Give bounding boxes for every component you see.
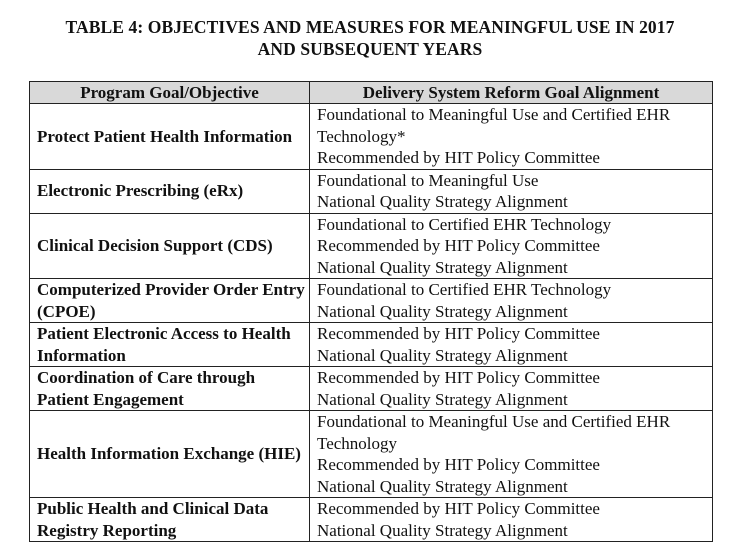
caption-line-1: TABLE 4: OBJECTIVES AND MEASURES FOR MEANINGFUL USE IN 2017	[65, 17, 675, 37]
alignment-line: National Quality Strategy Alignment	[317, 389, 568, 409]
alignment-line: Technology	[317, 433, 398, 453]
table-caption	[0, 16, 740, 60]
goal-cell: Computerized Provider Order Entry (CPOE)	[30, 279, 310, 323]
alignment-cell	[310, 323, 713, 367]
alignment-cell	[310, 279, 713, 323]
alignment-line: Recommended by HIT Policy Committee	[317, 455, 600, 474]
table-row	[30, 498, 713, 542]
table-row	[30, 279, 713, 323]
goal-cell: Health Information Exchange (HIE)	[30, 411, 310, 498]
table-row	[30, 213, 713, 279]
alignment-line: Foundational to Meaningful Use and Certified EHR	[317, 412, 671, 431]
alignment-line: Foundational to Meaningful Use and Certified EHR	[317, 105, 671, 124]
goal-cell: Public Health and Clinical Data Registry Reporting	[30, 498, 310, 542]
table-row	[30, 169, 713, 213]
goal-cell: Protect Patient Health Information	[30, 104, 310, 170]
alignment-cell	[310, 411, 713, 498]
alignment-line: National Quality Strategy Alignment	[317, 192, 568, 211]
objectives-table	[29, 81, 713, 542]
alignment-line: Technology*	[317, 126, 406, 146]
table-row	[30, 411, 713, 498]
alignment-line: Recommended by HIT Policy Committee	[317, 236, 600, 255]
table-row	[30, 104, 713, 170]
column-header-goal: Program Goal/Objective	[30, 82, 310, 104]
caption-line-2: AND SUBSEQUENT YEARS	[257, 39, 483, 59]
goal-cell: Electronic Prescribing (eRx)	[30, 169, 310, 213]
alignment-cell	[310, 104, 713, 170]
alignment-cell	[310, 169, 713, 213]
alignment-line: Foundational to Meaningful Use	[317, 170, 539, 190]
alignment-line: Recommended by HIT Policy Committee	[317, 148, 600, 167]
alignment-line: Recommended by HIT Policy Committee	[317, 499, 600, 518]
alignment-line: National Quality Strategy Alignment	[317, 301, 568, 321]
goal-cell: Patient Electronic Access to Health Information	[30, 323, 310, 367]
alignment-line: National Quality Strategy Alignment	[317, 476, 568, 496]
alignment-line: Recommended by HIT Policy Committee	[317, 324, 600, 343]
goal-cell: Clinical Decision Support (CDS)	[30, 213, 310, 279]
alignment-line: Foundational to Certified EHR Technology	[317, 280, 612, 299]
alignment-line: Foundational to Certified EHR Technology	[317, 214, 612, 234]
alignment-line: National Quality Strategy Alignment	[317, 345, 568, 365]
alignment-cell	[310, 213, 713, 279]
alignment-line: National Quality Strategy Alignment	[317, 520, 568, 540]
goal-cell: Coordination of Care through Patient Engagement	[30, 367, 310, 411]
column-header-alignment: Delivery System Reform Goal Alignment	[310, 82, 713, 104]
alignment-cell	[310, 367, 713, 411]
alignment-cell	[310, 498, 713, 542]
alignment-line: Recommended by HIT Policy Committee	[317, 368, 600, 387]
table-row	[30, 367, 713, 411]
table-header-row	[30, 82, 713, 104]
alignment-line: National Quality Strategy Alignment	[317, 257, 568, 277]
table-row	[30, 323, 713, 367]
